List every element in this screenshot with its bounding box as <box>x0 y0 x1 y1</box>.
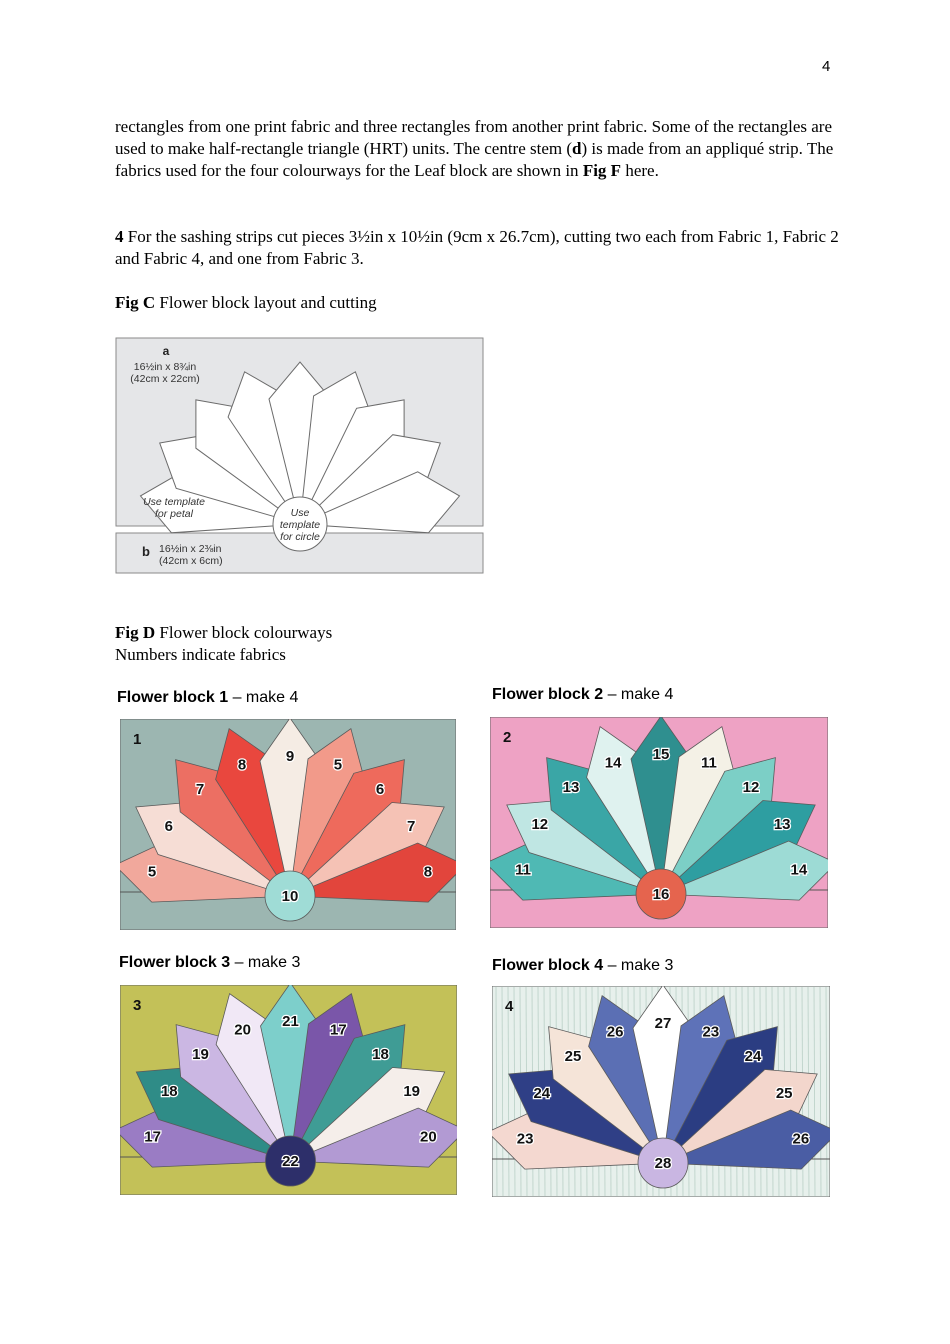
petal-fabric-number: 6 <box>375 780 385 798</box>
block-title-rest: – make 3 <box>230 954 301 971</box>
block-title-bold: Flower block 3 <box>119 954 231 971</box>
flower-block-1 <box>120 719 456 930</box>
petal-fabric-number: 20 <box>420 1128 437 1146</box>
petal-fabric-number: 17 <box>330 1021 347 1039</box>
petal-fabric-number: 17 <box>144 1128 161 1146</box>
petal-fabric-number: 11 <box>700 754 717 772</box>
center-fabric-number: 28 <box>654 1155 672 1172</box>
page-number: 4 <box>822 58 831 75</box>
center-fabric-number: 22 <box>282 1153 299 1170</box>
petal-fabric-number: 7 <box>195 780 205 798</box>
step-number: 4 <box>115 227 124 246</box>
petal-fabric-number: 19 <box>192 1045 209 1063</box>
fig-c-label: Fig C <box>115 293 156 312</box>
petal-fabric-number: 18 <box>160 1083 178 1100</box>
fig-c-circle-note-2: template <box>279 519 321 531</box>
fig-c-part-b-letter: b <box>142 544 150 559</box>
petal-fabric-number: 26 <box>792 1130 810 1148</box>
petal-fabric-number: 25 <box>775 1085 793 1102</box>
petal-fabric-number: 11 <box>515 861 532 879</box>
flower-block-2 <box>490 717 828 928</box>
para-text: ) is made from an appliqué strip. The fabrics used for the four colourways for the Leaf block are shown in <box>115 139 834 180</box>
petal-fabric-number: 24 <box>744 1047 762 1065</box>
fig-d-caption <box>115 622 332 644</box>
block-title-rest: – make 4 <box>228 689 299 706</box>
fig-d-caption-text: Flower block colourways <box>155 623 333 642</box>
petal-fabric-number: 19 <box>403 1083 421 1100</box>
block-title-rest: – make 4 <box>603 686 674 703</box>
fig-c-petal-note-1: Use template <box>143 496 205 508</box>
flower-block-3 <box>120 985 457 1195</box>
block-title-bold: Flower block 2 <box>492 686 604 703</box>
block-title-bold: Flower block 1 <box>117 689 229 706</box>
petal-fabric-number: 23 <box>702 1023 720 1041</box>
fig-c-caption-text: Flower block layout and cutting <box>155 293 377 312</box>
petal-fabric-number: 26 <box>606 1023 624 1041</box>
fig-c-circle-note-1: Use <box>290 507 310 519</box>
petal-fabric-number: 6 <box>164 818 173 835</box>
para-text: For the sashing strips cut pieces 3½in x 10½in (9cm x 26.7cm), cutting two each from Fabric 1, Fabric 2 and Fabric 4, and one from Fabric 3. <box>115 227 839 268</box>
fig-c-part-a-dims: 16½in x 8¾in <box>133 361 197 373</box>
paragraph-fabric-rectangles <box>115 116 840 182</box>
paragraph-sashing-strips <box>115 226 840 270</box>
block-4-title <box>492 957 673 975</box>
petal-fabric-number: 27 <box>654 1015 672 1032</box>
block-number: 3 <box>133 997 142 1014</box>
block-title-bold: Flower block 4 <box>492 957 604 974</box>
fig-c-petal-note-2: for petal <box>155 508 193 520</box>
petal-fabric-number: 9 <box>285 748 295 765</box>
petal-fabric-number: 14 <box>604 754 622 772</box>
petal-fabric-number: 13 <box>562 778 580 796</box>
petal-fabric-number: 13 <box>773 816 791 833</box>
para-bold-d: d <box>572 139 582 158</box>
petal-fabric-number: 23 <box>516 1130 534 1148</box>
center-fabric-number: 10 <box>281 888 299 905</box>
petal-fabric-number: 18 <box>372 1045 389 1063</box>
petal-fabric-number: 12 <box>742 778 760 796</box>
block-2-title <box>492 686 673 704</box>
petal-fabric-number: 12 <box>531 816 549 833</box>
para-bold-fig-f: Fig F <box>582 161 622 180</box>
block-number: 4 <box>505 998 514 1015</box>
fig-c-circle-note-3: for circle <box>280 531 320 543</box>
block-1-title <box>117 689 298 707</box>
fig-c-diagram <box>115 337 485 575</box>
petal-fabric-number: 7 <box>407 818 416 835</box>
petal-fabric-number: 14 <box>790 861 808 879</box>
petal-fabric-number: 15 <box>652 746 670 763</box>
block-3-title <box>119 954 300 972</box>
block-number: 1 <box>133 731 142 748</box>
fig-c-part-b-dims: 16½in x 2⅜in <box>159 543 222 555</box>
fig-c-part-b-metric: (42cm x 6cm) <box>159 555 223 567</box>
petal-fabric-number: 25 <box>564 1047 582 1065</box>
petal-fabric-number: 5 <box>147 863 157 881</box>
petal-fabric-number: 21 <box>282 1013 299 1030</box>
fig-c-part-a-letter: a <box>162 344 170 358</box>
flower-block-4 <box>492 986 830 1197</box>
fig-d-subcaption: Numbers indicate fabrics <box>115 645 286 664</box>
para-text: here. <box>621 161 659 180</box>
fig-c-caption <box>115 292 377 314</box>
petal-fabric-number: 8 <box>237 756 247 774</box>
petal-fabric-number: 5 <box>333 756 343 774</box>
center-fabric-number: 16 <box>652 886 670 903</box>
para-text: rectangles from one print fabric and three rectangles from another print fabric. Some of the rectangles are used to make half-rectangle triangle (HRT) units. The centre stem ( <box>115 117 832 158</box>
block-title-rest: – make 3 <box>603 957 674 974</box>
fig-d-label: Fig D <box>115 623 156 642</box>
fig-c-part-a-metric: (42cm x 22cm) <box>130 373 200 385</box>
petal-fabric-number: 20 <box>234 1021 251 1039</box>
block-number: 2 <box>503 729 512 746</box>
petal-fabric-number: 8 <box>423 863 433 881</box>
petal-fabric-number: 24 <box>533 1085 551 1102</box>
